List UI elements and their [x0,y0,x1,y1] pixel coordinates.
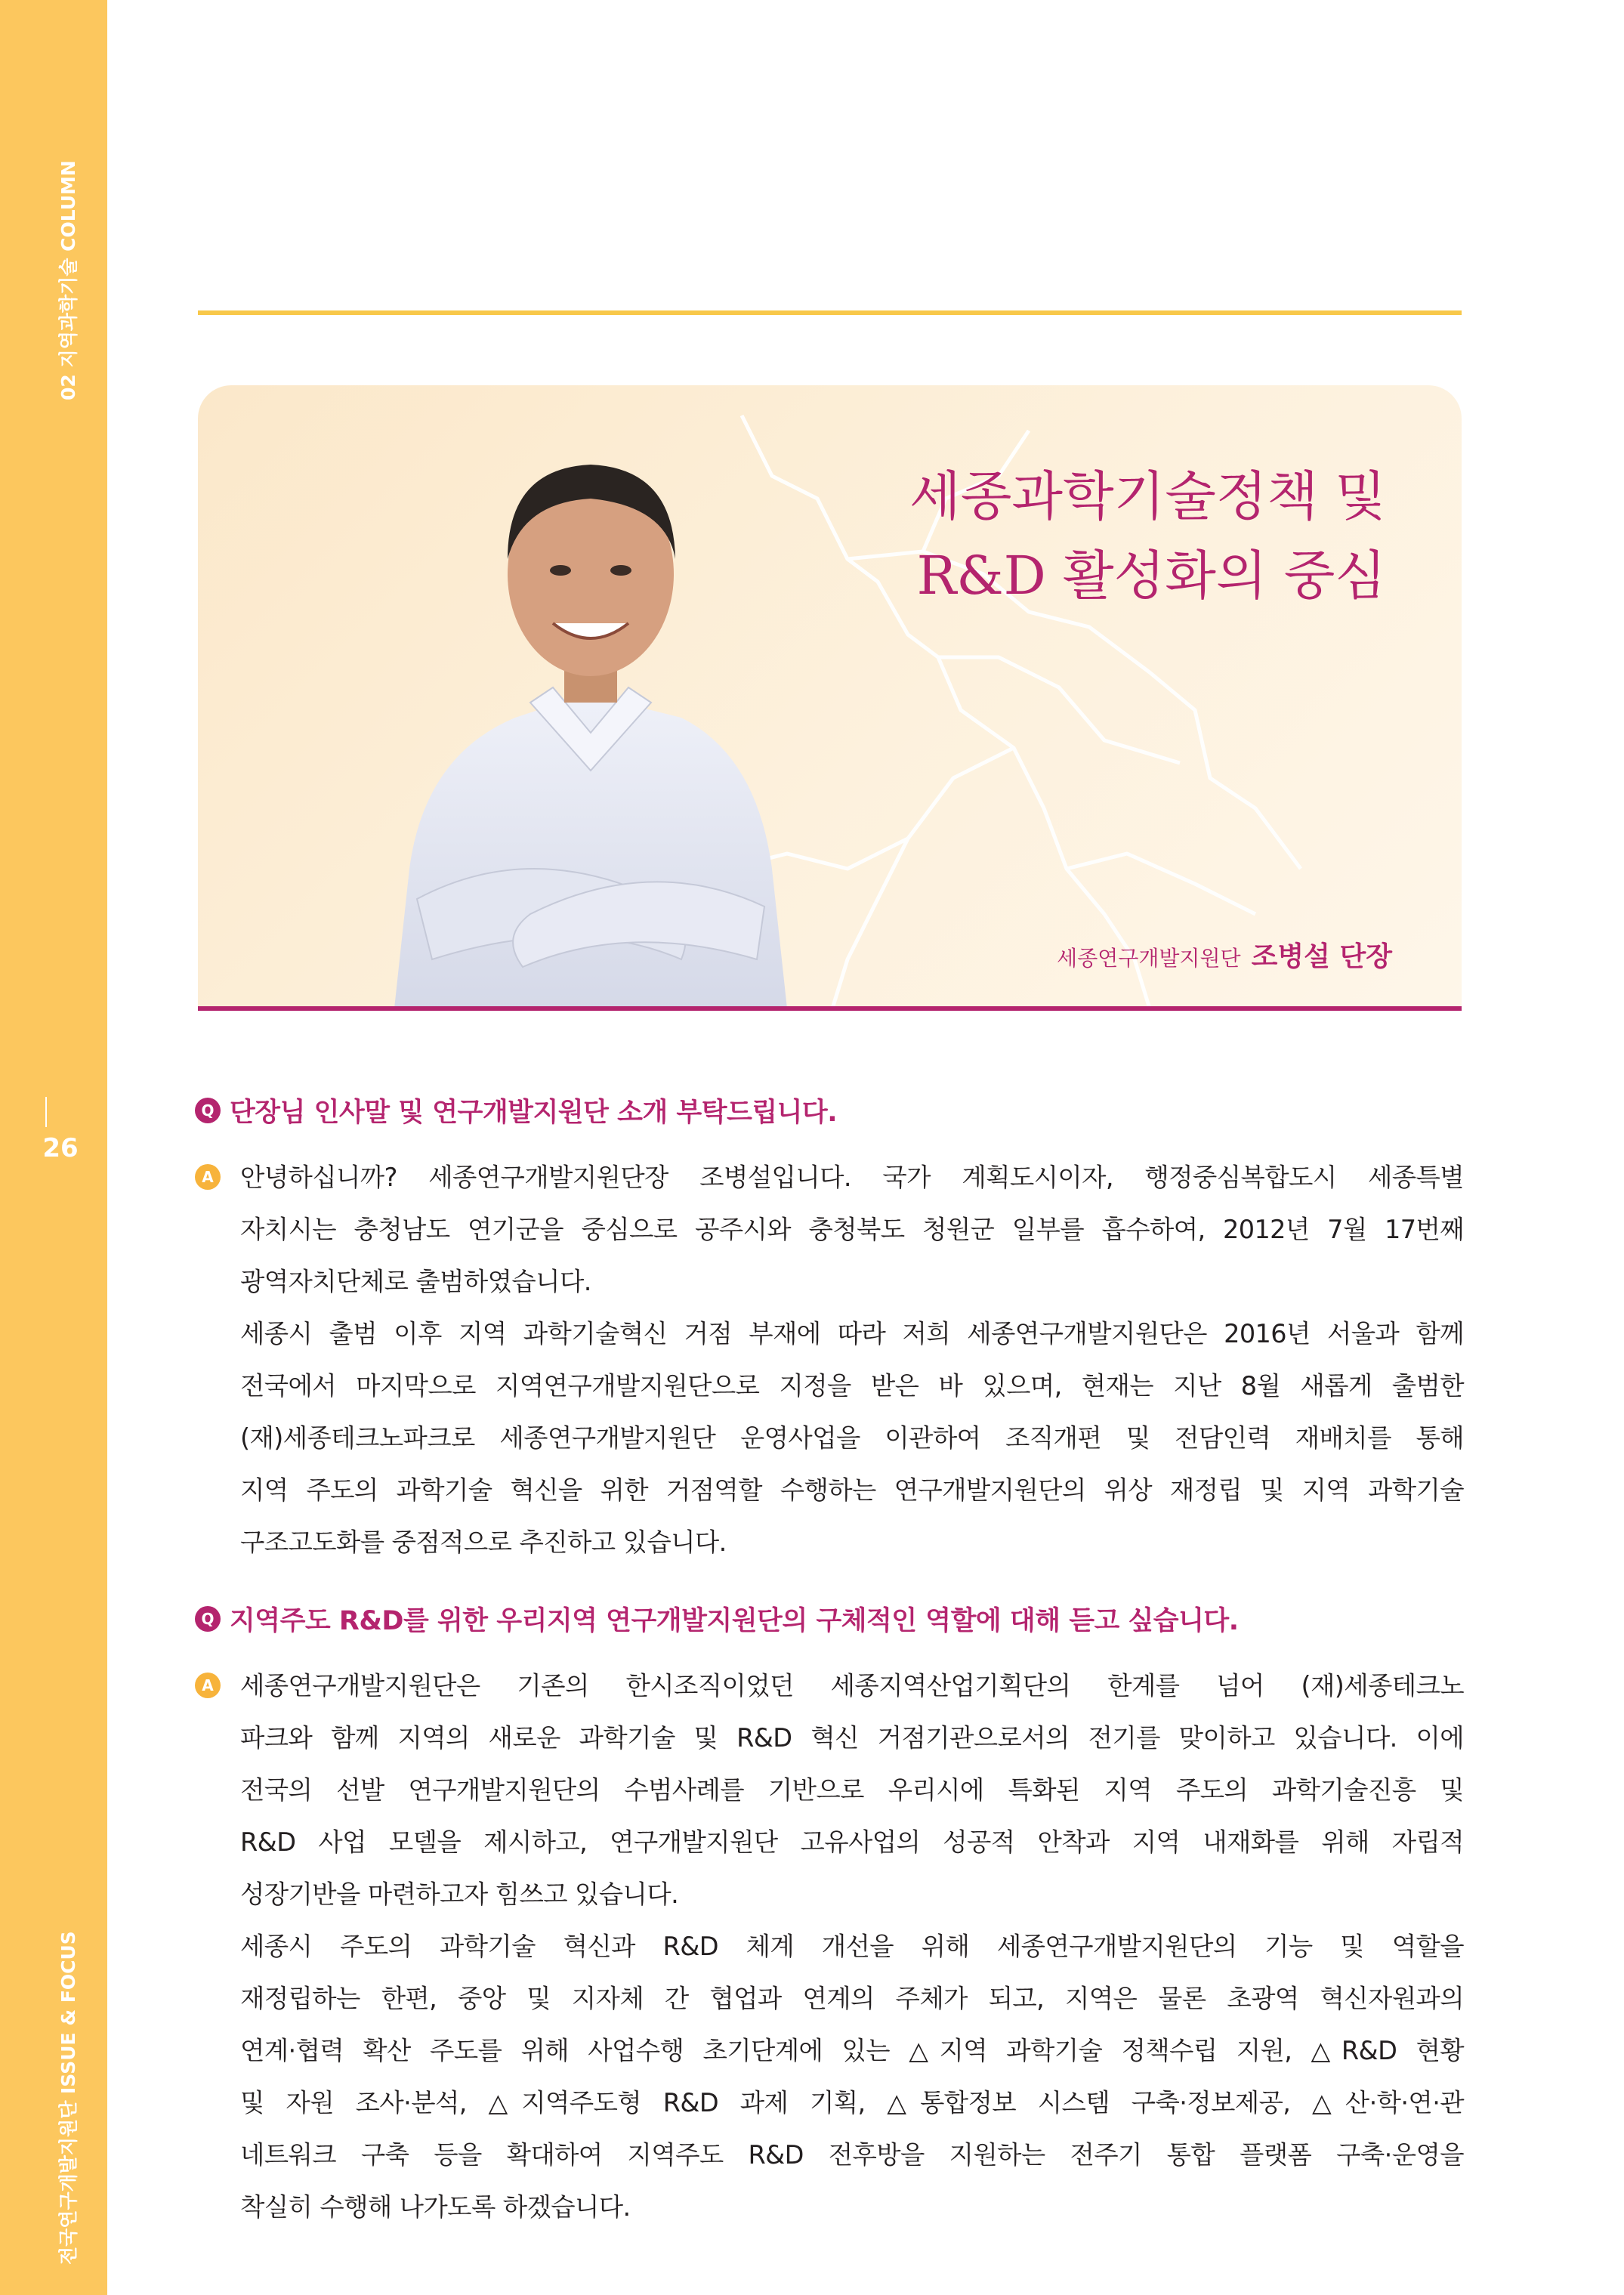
answer-line: 전국에서 마지막으로 지역연구개발지원단으로 지정을 받은 바 있으며, 현재는 지난 8월 새롭게 출범한 [240,1371,1464,1401]
question-text: 지역주도 R&D를 위한 우리지역 연구개발지원단의 구체적인 역할에 대해 듣고 싶습니다. [230,1606,1239,1636]
hero-banner [198,385,1462,1009]
answer-line: 세종시 주도의 과학기술 혁신과 R&D 체계 개선을 위해 세종연구개발지원단의 기능 및 역할을 [240,1932,1464,1961]
answer-line: 세종시 출범 이후 지역 과학기술혁신 거점 부재에 따라 저희 세종연구개발지원단은 2016년 서울과 함께 [240,1319,1464,1348]
answer-line: 및 자원 조사·분석, △지역주도형 R&D 과제 기획, △통합정보 시스템 구축·정보제공, △산·학·연·관 [240,2088,1464,2117]
answer-line: (재)세종테크노파크로 세종연구개발지원단 운영사업을 이관하여 조직개편 및 전담인력 재배치를 통해 [240,1423,1464,1453]
answer-line: 착실히 수행해 나가도록 하겠습니다. [240,2192,631,2222]
page-number: 26 [42,1133,79,1163]
answer-line: 네트워크 구축 등을 확대하여 지역주도 R&D 전후방을 지원하는 전주기 통합 플랫폼 구축·운영을 [240,2140,1464,2170]
hero-bottom-rule [198,1006,1462,1011]
hero-title-line-2: R&D 활성화의 중심 [916,545,1386,607]
portrait-photo [304,415,848,1009]
hero-title [909,457,1386,616]
answer-badge: A [195,1164,221,1190]
interviewee-name: 조병설 단장 [1251,941,1392,972]
answer-line: 지역 주도의 과학기술 혁신을 위한 거점역할 수행하는 연구개발지원단의 위상 재정립 및 지역 과학기술 [240,1475,1464,1505]
question-2 [195,1600,1479,1638]
header-rule [198,310,1462,315]
question-text: 단장님 인사말 및 연구개발지원단 소개 부탁드립니다. [230,1098,838,1128]
page-number-divider [45,1097,47,1127]
answer-line: 성장기반을 마련하고자 힘쓰고 있습니다. [240,1880,679,1909]
question-badge: Q [195,1098,221,1123]
answer-line: 세종연구개발지원단은 기존의 한시조직이었던 세종지역산업기획단의 한계를 넘어 (재)세종테크노 [240,1671,1464,1700]
answer-2 [240,1660,1464,2233]
question-badge: Q [195,1606,221,1632]
answer-line: 전국의 선발 연구개발지원단의 수범사례를 기반으로 우리시에 특화된 지역 주도의 과학기술진흥 및 [240,1775,1464,1805]
answer-line: 연계·협력 확산 주도를 위해 사업수행 초기단계에 있는 △지역 과학기술 정책수립 지원, △R&D 현황 [240,2036,1464,2065]
section-label: 02 지역과학기술 COLUMN [57,160,79,400]
hero-title-line-1: 세종과학기술정책 및 [909,465,1386,527]
answer-line: 파크와 함께 지역의 새로운 과학기술 및 R&D 혁신 거점기관으로서의 전기를 맞이하고 있습니다. 이에 [240,1723,1464,1753]
answer-1 [240,1151,1464,1568]
interviewee-organization: 세종연구개발지원단 [1057,946,1241,971]
interviewee-caption [1057,935,1392,974]
answer-line: 안녕하십니까? 세종연구개발지원단장 조병설입니다. 국가 계획도시이자, 행정중심복합도시 세종특별 [240,1163,1464,1192]
question-1 [195,1092,1479,1129]
answer-line: 재정립하는 한편, 중앙 및 지자체 간 협업과 연계의 주체가 되고, 지역은 물론 초광역 혁신자원과의 [240,1984,1464,2013]
publication-label: 전국연구개발지원단 ISSUE & FOCUS [57,1931,79,2265]
answer-line: 광역자치단체로 출범하였습니다. [240,1267,591,1296]
answer-badge: A [195,1673,221,1698]
answer-line: 자치시는 충청남도 연기군을 중심으로 공주시와 충청북도 청원군 일부를 흡수하여, 2012년 7월 17번째 [240,1215,1464,1244]
answer-line: R&D 사업 모델을 제시하고, 연구개발지원단 고유사업의 성공적 안착과 지역 내재화를 위해 자립적 [240,1827,1464,1857]
answer-line: 구조고도화를 중점적으로 추진하고 있습니다. [240,1527,727,1557]
